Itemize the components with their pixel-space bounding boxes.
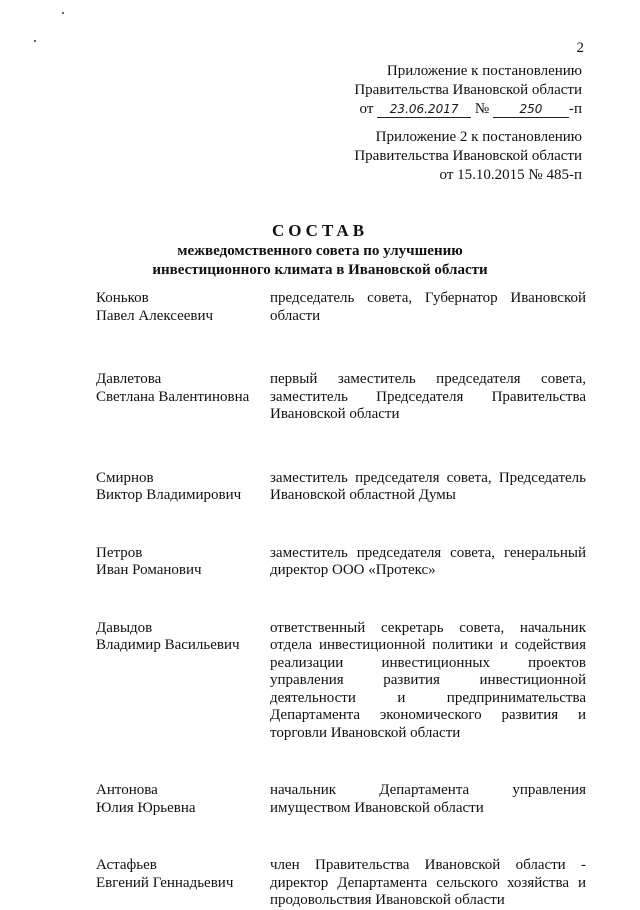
member-surname: Давлетова <box>96 371 162 387</box>
member-given-name: Владимир Васильевич <box>96 637 240 653</box>
member-role-line: начальник Департамента управления <box>270 782 586 798</box>
member-row <box>96 470 586 505</box>
member-row <box>96 545 586 580</box>
member-role-line: член Правительства Ивановской области - <box>270 857 586 873</box>
member-role <box>270 545 586 580</box>
member-surname: Коньков <box>96 290 149 306</box>
member-role-line: области <box>270 307 321 324</box>
appendix-line: Приложение 2 к постановлению <box>375 129 582 145</box>
appendix-line: Правительства Ивановской области <box>354 148 582 164</box>
member-row <box>96 857 586 910</box>
member-name <box>96 470 270 505</box>
page-number: 2 <box>576 40 584 56</box>
member-role <box>270 290 586 325</box>
document-title <box>0 220 640 280</box>
member-name <box>96 857 270 910</box>
member-role-line: отдела инвестиционной политики и содействия <box>270 637 586 653</box>
member-role-line: заместитель председателя совета, генеральный <box>270 544 586 561</box>
member-given-name: Иван Романович <box>96 562 202 578</box>
appendix2-header <box>354 128 582 185</box>
appendix-line: Приложение к постановлению <box>386 63 582 79</box>
member-role <box>270 470 586 505</box>
title-line: межведомственного совета по улучшению <box>177 243 463 259</box>
member-name <box>96 545 270 580</box>
handwritten-date: 23.06.2017 <box>377 102 471 118</box>
member-row <box>96 371 586 424</box>
member-name <box>96 290 270 325</box>
title-line: инвестиционного климата в Ивановской области <box>152 262 488 278</box>
member-given-name: Юлия Юрьевна <box>96 799 196 816</box>
member-given-name: Павел Алексеевич <box>96 307 214 324</box>
members-list <box>96 290 586 910</box>
member-role-line: заместитель Председателя Правительства <box>270 388 586 405</box>
member-given-name: Светлана Валентиновна <box>96 388 250 405</box>
member-role-line: председатель совета, Губернатор Ивановской <box>270 290 586 306</box>
member-role <box>270 371 586 424</box>
member-surname: Петров <box>96 544 143 561</box>
member-role-line: Ивановской областной Думы <box>270 487 456 503</box>
title-heading: СОСТАВ <box>271 221 369 240</box>
member-role-line: Ивановской области <box>270 406 400 422</box>
member-role-line: торговли Ивановской области <box>270 724 461 741</box>
appendix-header <box>354 62 582 119</box>
member-role-line: директор ООО «Протекс» <box>270 562 436 578</box>
member-row <box>96 782 586 817</box>
handwritten-number: 250 <box>493 102 569 118</box>
member-role-line: имуществом Ивановской области <box>270 799 484 816</box>
number-suffix: -п <box>568 101 582 117</box>
appendix-line: от 15.10.2015 № 485-п <box>439 167 582 183</box>
member-given-name: Евгений Геннадьевич <box>96 874 234 891</box>
member-row <box>96 620 586 743</box>
member-surname: Антонова <box>96 782 158 798</box>
member-role-line: реализации инвестиционных проектов <box>270 654 586 671</box>
member-name <box>96 782 270 817</box>
appendix-line: Правительства Ивановской области <box>354 82 582 98</box>
member-surname: Астафьев <box>96 857 157 873</box>
member-row <box>96 290 586 325</box>
member-name <box>96 620 270 743</box>
member-role-line: продовольствия Ивановской области <box>270 892 505 908</box>
member-name <box>96 371 270 424</box>
member-role-line: первый заместитель председателя совета, <box>270 371 586 387</box>
member-surname: Давыдов <box>96 619 153 636</box>
appendix-date-line <box>354 100 582 119</box>
member-role-line: ответственный секретарь совета, начальник <box>270 619 586 636</box>
member-role <box>270 782 586 817</box>
member-surname: Смирнов <box>96 469 154 486</box>
from-label: от <box>359 101 374 117</box>
member-given-name: Виктор Владимирович <box>96 487 242 503</box>
member-role-line: управления развития инвестиционной <box>270 672 586 688</box>
member-role <box>270 620 586 743</box>
member-role-line: директор Департамента сельского хозяйства и <box>270 874 586 891</box>
member-role <box>270 857 586 910</box>
number-label: № <box>474 101 490 117</box>
member-role-line: деятельности и предпринимательства <box>270 689 586 706</box>
member-role-line: Департамента экономического развития и <box>270 707 586 723</box>
member-role-line: заместитель председателя совета, Председатель <box>270 469 586 486</box>
